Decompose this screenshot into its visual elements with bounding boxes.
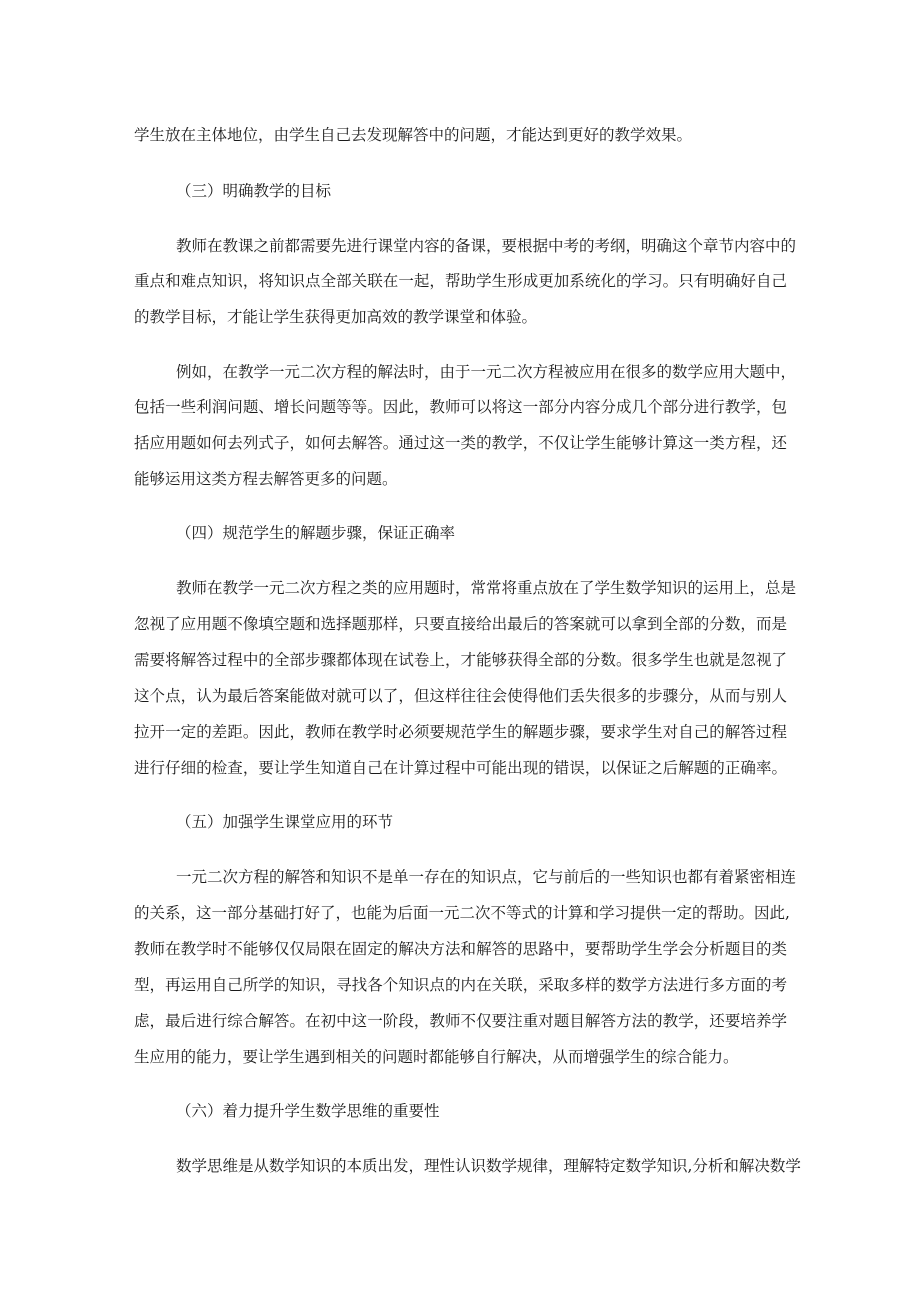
paragraph-line: 型，再运用自己所学的知识，寻找各个知识点的内在关联，采取多样的数学方法进行多方面的考 [134,976,787,994]
paragraph-line: 学生放在主体地位，由学生自己去发现解答中的问题，才能达到更好的教学效果。 [134,126,693,144]
paragraph-line: 数学思维是从数学知识的本质出发，理性认识数学规律，理解特定数学知识,分析和解决数学 [176,1157,801,1175]
section-heading-4: （四）规范学生的解题步骤，保证正确率 [176,524,456,542]
paragraph-line: 忽视了应用题不像填空题和选择题那样，只要直接给出最后的答案就可以拿到全部的分数，而是 [134,615,787,633]
paragraph-line: 的教学目标，才能让学生获得更加高效的教学课堂和体验。 [134,308,538,326]
paragraph-line: 教师在教学一元二次方程之类的应用题时，常常将重点放在了学生数学知识的运用上，总是 [176,579,797,597]
paragraph-line: 的关系，这一部分基础打好了，也能为后面一元二次不等式的计算和学习提供一定的帮助。因此, [134,904,790,922]
paragraph-line: 虑，最后进行综合解答。在初中这一阶段，教师不仅要注重对题目解答方法的教学，还要培养学 [134,1012,787,1030]
paragraph-line: 教师在教课之前都需要先进行课堂内容的备课，要根据中考的考纲，明确这个章节内容中的 [176,237,797,255]
paragraph-line: 一元二次方程的解答和知识不是单一存在的知识点，它与前后的一些知识也都有着紧密相连 [176,868,797,886]
section-heading-5: （五）加强学生课堂应用的环节 [176,813,394,831]
section-heading-3: （三）明确教学的目标 [176,182,332,200]
paragraph-line: 进行仔细的检查，要让学生知道自己在计算过程中可能出现的错误，以保证之后解题的正确率。 [134,759,787,777]
paragraph-line: 包括一些利润问题、增长问题等等。因此，教师可以将这一部分内容分成几个部分进行教学，包 [134,398,787,416]
paragraph-line: 需要将解答过程中的全部步骤都体现在试卷上，才能够获得全部的分数。很多学生也就是忽视了 [134,651,787,669]
paragraph-line: 生应用的能力，要让学生遇到相关的问题时都能够自行解决，从而增强学生的综合能力。 [134,1048,739,1066]
paragraph-line: 教师在教学时不能够仅仅局限在固定的解决方法和解答的思路中，要帮助学生学会分析题目的类 [134,940,787,958]
paragraph-line: 拉开一定的差距。因此，教师在教学时必须要规范学生的解题步骤，要求学生对自己的解答过程 [134,723,787,741]
paragraph-line: 能够运用这类方程去解答更多的问题。 [134,470,398,488]
paragraph-line: 重点和难点知识，将知识点全部关联在一起，帮助学生形成更加系统化的学习。只有明确好自己 [134,272,787,290]
paragraph-line: 这个点，认为最后答案能做对就可以了，但这样往往会使得他们丢失很多的步骤分，从而与别人 [134,687,787,705]
section-heading-6: （六）着力提升学生数学思维的重要性 [176,1102,440,1120]
paragraph-line: 例如，在教学一元二次方程的解法时，由于一元二次方程被应用在很多的数学应用大题中， [176,363,797,381]
paragraph-line: 括应用题如何去列式子，如何去解答。通过这一类的教学，不仅让学生能够计算这一类方程，还 [134,434,787,452]
